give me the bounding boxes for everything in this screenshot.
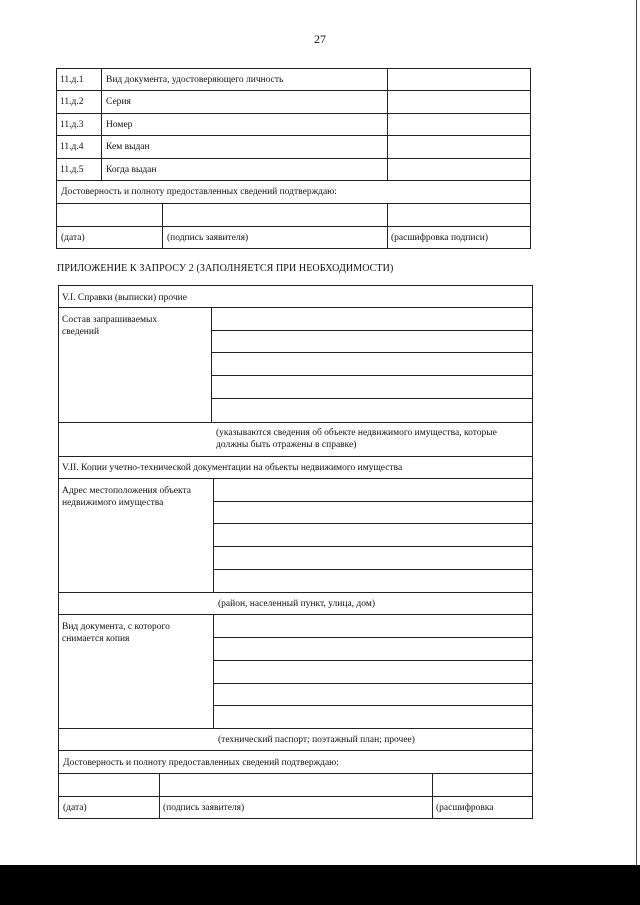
row-code: 11.д.3 (60, 120, 84, 130)
doc-hint: (технический паспорт; поэтажный план; прочее) (218, 735, 415, 745)
address-label: Адрес местоположения объекта недвижимого имущества (62, 486, 191, 508)
row-code: 11.д.4 (60, 142, 84, 152)
signature-label-2: (подпись заявителя) (163, 803, 245, 813)
section-v1-field-label: Состав запрашиваемых сведений (62, 315, 158, 337)
confirm-text-2: Достоверность и полноту предоставленных сведений подтверждаю: (63, 758, 339, 768)
page-edge-line (636, 0, 637, 865)
appendix-heading: ПРИЛОЖЕНИЕ К ЗАПРОСУ 2 (ЗАПОЛНЯЕТСЯ ПРИ НЕОБХОДИМОСТИ) (57, 263, 394, 274)
row-code: 11.д.5 (60, 165, 84, 175)
decoding-label-2: (расшифровка (436, 803, 494, 813)
scan-bottom-bar (0, 865, 640, 905)
row-label: Когда выдан (106, 165, 157, 175)
row-label: Вид документа, удостоверяющего личность (106, 75, 284, 85)
row-label: Серия (106, 97, 131, 107)
signature-label: (подпись заявителя) (167, 233, 249, 243)
doc-label: Вид документа, с которого снимается копия (62, 622, 170, 644)
address-hint: (район, населенный пункт, улица, дом) (218, 599, 375, 609)
confirm-text: Достоверность и полноту предоставленных сведений подтверждаю: (61, 187, 337, 197)
date-label-2: (дата) (63, 803, 87, 813)
row-code: 11.д.2 (60, 97, 84, 107)
date-label: (дата) (61, 233, 85, 243)
row-label: Кем выдан (106, 142, 150, 152)
section-v2-title: V.II. Копии учетно-технической документации на объекты недвижимого имущества (62, 463, 403, 473)
row-code: 11.д.1 (60, 75, 84, 85)
page-number: 27 (314, 32, 326, 46)
row-label: Номер (106, 120, 133, 130)
section-v1-title: V.I. Справки (выписки) прочие (62, 293, 187, 303)
section-v1-hint: (указываются сведения об объекте недвижимого имущества, которые должны быть отражены в справке) (216, 428, 497, 450)
decoding-label: (расшифровка подписи) (391, 233, 488, 243)
